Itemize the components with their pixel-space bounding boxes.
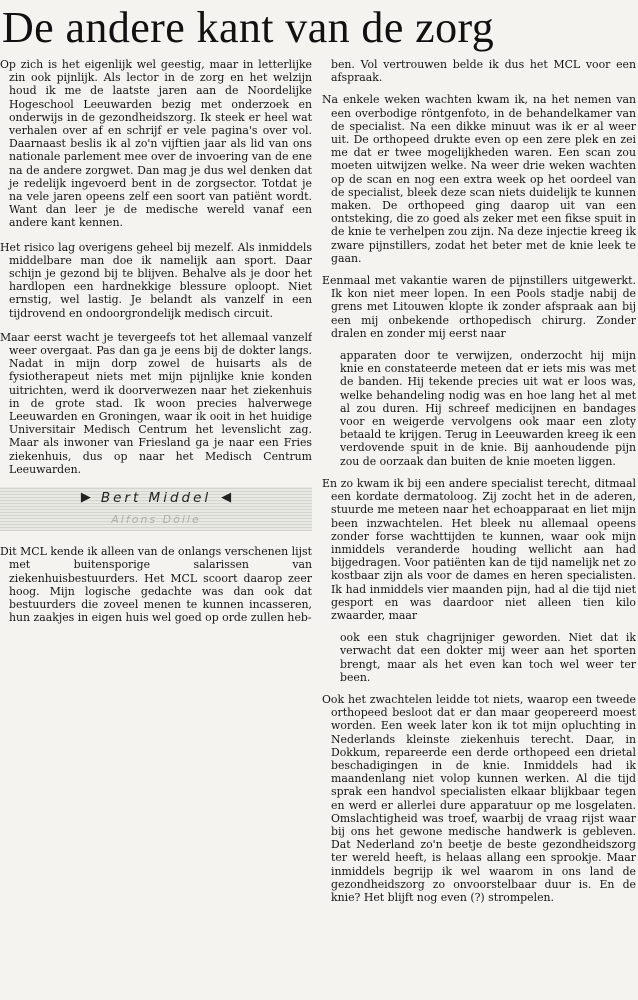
byline-box [0,487,312,531]
article-headline: De andere kant van de zorg [2,3,495,52]
article-paragraph: apparaten door te verwijzen, onderzocht hij mijn knie en constateerde meteen dat er iets mis was met de banden. Hij tekende precies uit wat er loos was, welke behandeling nodig was en hoe lang het al met al zou duren. Hij schreef medicijnen en bandages voor en weigerde vervolgens ook maar een zloty betaald te krijgen. Terug in Leeuwarden kreeg ik een verdovende spuit in de knie. Bij aanhoudende pijn zou de oorzaak dan buiten de knie moeten liggen. [340,349,636,468]
article-paragraph: En zo kwam ik bij een andere specialist terecht, ditmaal een kordate dermatoloog. Zij zocht het in de aderen, stuurde me meteen naar het echoapparaat en liet mijn been inzwachtelen. Het bleek nu allemaal opeens zonder forse wachttijden te kunnen, waar ook mijn inmiddels veranderde houding wellicht aan had bijgedragen. Voor patiënten kan de tijd namelijk net zo kostbaar zijn als voor de dames en heren specialisten. Ik had inmiddels vier maanden pijn, had al die tijd niet gesport en was daardoor niet alleen tien kilo zwaarder, maar [322,476,636,622]
article-paragraph: Na enkele weken wachten kwam ik, na het nemen van een overbodige röntgenfoto, in de behandelkamer van de specialist. Na een dikke minuut was ik er al weer uit. De orthopeed drukte even op een zere plek en zei me dat er twee mogelijkheden waren. Een scan zou moeten uitwijzen welke. Na weer drie weken wachten op de scan en nog een extra week op het oordeel van de specialist, bleek deze scan niets duidelijk te kunnen maken. De orthopeed ging daarop uit van een ontsteking, die zo goed als zeker met een fikse spuit in de knie te verhelpen zou zijn. Na deze injectie kreeg ik zware pijnstillers, zodat het beter met de knie leek te gaan. [322,93,636,265]
article-paragraph: Dit MCL kende ik alleen van de onlangs verschenen lijst met buitensporige salarissen van ziekenhuisbestuurders. Het MCL scoort daarop zeer hoog. Mijn logische gedachte was dan ook dat bestuurders die zoveel menen te kunnen incasseren, hun zaakjes in eigen huis wel goed op orde zullen heb- [0,545,312,625]
byline-author-row [0,487,312,509]
article-paragraph: Maar eerst wacht je tevergeefs tot het allemaal vanzelf weer overgaat. Pas dan ga je eens bij de dokter langs. Nadat in mijn dorp zowel de huisarts als de fysiotherapeut niets met mijn pijnlijke knie konden uitrichten, werd ik doorverwezen naar het ziekenhuis in de grote stad. Ik woon precies halverwege Leeuwarden en Groningen, waar ik ooit in het huidige Universitair Medisch Centrum het levenslicht zag. Maar als inwoner van Friesland ga je naar een Fries ziekenhuis, dus op naar het Medisch Centrum Leeuwarden. [0,330,312,476]
photographer-credit: Alfons Dölle [111,513,201,527]
article-paragraph: ben. Vol vertrouwen belde ik dus het MCL voor een afspraak. [331,58,636,85]
triangle-left-icon: ◀ [221,490,232,506]
article-column-left [0,58,312,996]
author-name: Bert Middel [100,490,212,507]
article-paragraph: Het risico lag overigens geheel bij mezelf. Als inmiddels middelbare man doe ik namelijk aan sport. Daar schijn je gezond bij te blijven. Behalve als je door het hardlopen een hardnekkige blessure oploopt. Niet ernstig, wel lastig. Je belandt als vanzelf in een tijdrovend en ondoorgrondelijk medisch circuit. [0,240,312,320]
article-paragraph: Eenmaal met vakantie waren de pijnstillers uitgewerkt. Ik kon niet meer lopen. In een Pools stadje nabij de grens met Litouwen klopte ik zonder afspraak aan bij een mij onbekende orthopedisch chirurg. Zonder dralen en zonder mij eerst naar [322,274,636,340]
article-paragraph: Ook het zwachtelen leidde tot niets, waarop een tweede orthopeed besloot dat er dan maar geopereerd moest worden. Een week later kon ik tot mijn opluchting in Nederlands kleinste ziekenhuis terecht. Daar, in Dokkum, repareerde een derde orthopeed een drietal beschadigingen in de knie. Inmiddels had ik maandenlang niet volop kunnen werken. Al die tijd sprak een handvol specialisten elkaar blijkbaar tegen en werd er allerlei dure apparatuur op me losgelaten. Omslachtigheid was troef, waarbij de vraag rijst waar bij ons het gewone medische handwerk is gebleven. Dat Nederland zo'n beetje de beste gezondheidszorg ter wereld heeft, is helaas allang een sprookje. Maar inmiddels begrijp ik wel waarom in ons land de gezondheidszorg zo onvoorstelbaar duur is. En de knie? Het blijft nog even (?) strompelen. [322,692,636,904]
article-column-right [322,58,636,996]
article-paragraph: ook een stuk chagrijniger geworden. Niet dat ik verwacht dat een dokter mij weer aan het sporten brengt, maar als het even kan toch wel weer ter been. [340,631,636,684]
triangle-right-icon: ▶ [80,490,91,506]
article-paragraph: Op zich is het eigenlijk wel geestig, maar in letterlijke zin ook pijnlijk. Als lector in de zorg en het welzijn houd ik me de laatste jaren aan de Noordelijke Hogeschool Leeuwarden bezig met onderzoek en onderwijs in de gezondheidszorg. Ik steek er heel wat verhalen over af en schrijf er vele pagina's over vol. Daarnaast beslis ik al zo'n vijftien jaar als lid van ons nationale parlement mee over de invoering van de ene na de andere zorgwet. Dan mag je dus wel denken dat je redelijk ingevoerd bent in de zorgsector. Totdat je na vele jaren opeens zelf een soort van patiënt wordt. Want dan leer je de medische wereld vanaf een andere kant kennen. [0,58,312,230]
